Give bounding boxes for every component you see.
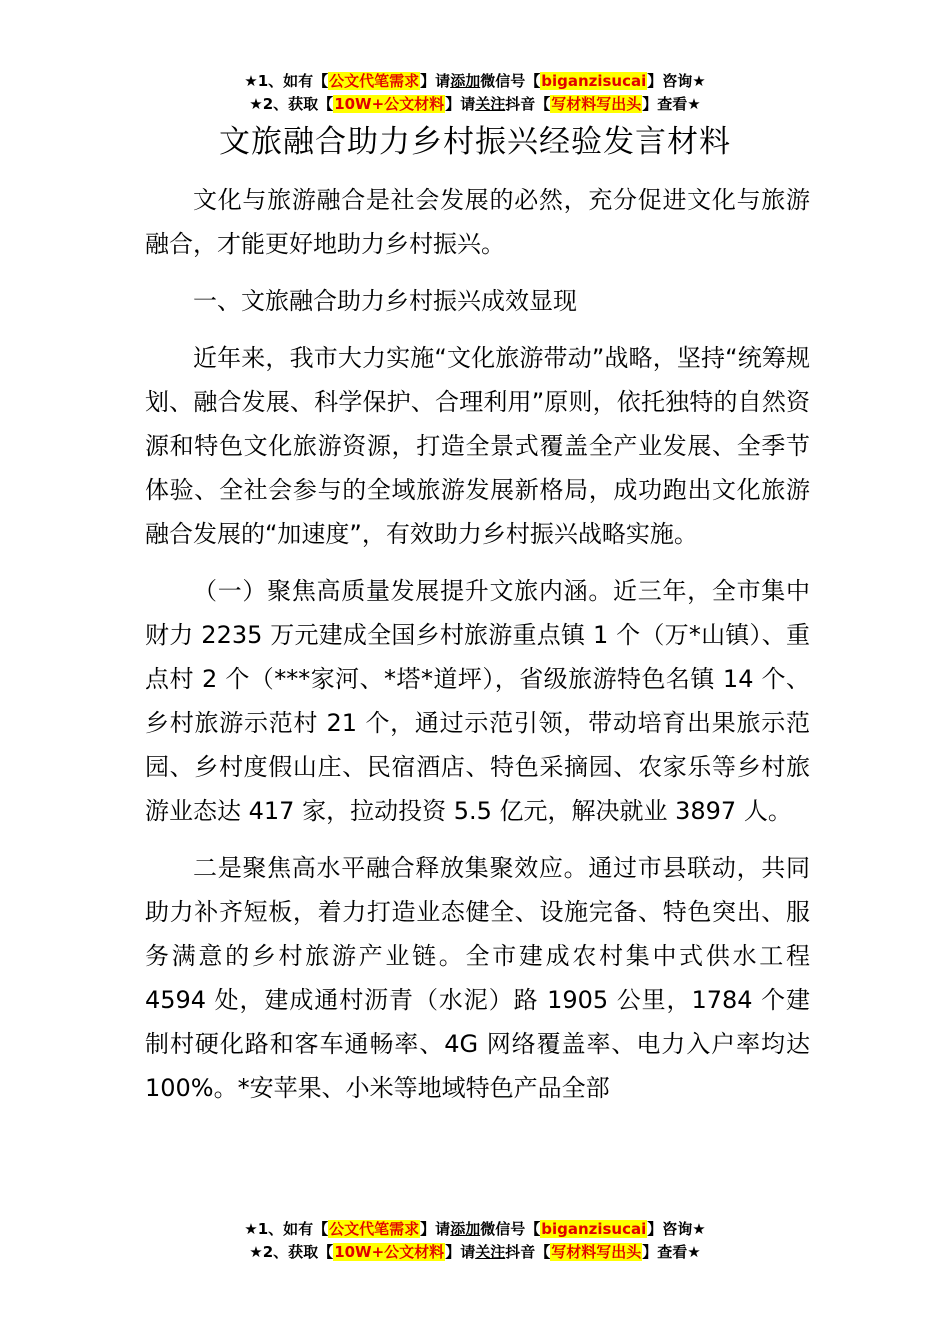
paragraph: （一）聚焦高质量发展提升文旅内涵。近三年，全市集中财力 2235 万元建成全国乡村旅游重点镇 1 个（万*山镇）、重点村 2 个（***家河、*塔*道坪），省级旅游特色名镇 14 个、乡村旅游示范村 21 个，通过示范引领，带动培育出果旅示范园、乡村度假山庄、民宿酒店、特色采摘园、农家乐等乡村旅游业态达 417 家，拉动投资 5.5 亿元，解决就业 3897 人。: [145, 577, 810, 825]
paragraph: 二是聚焦高水平融合释放集聚效应。通过市县联动，共同助力补齐短板，着力打造业态健全、设施完备、特色突出、服务满意的乡村旅游产业链。全市建成农村集中式供水工程 4594 处，建成通村沥青（水泥）路 1905 公里，1784 个建制村硬化路和客车通畅率、4G 网络覆盖率、电力入户率均达 100%。*安苹果、小米等地域特色产品全部: [145, 854, 810, 1102]
highlight-text: 公文代笔需求: [329, 72, 420, 90]
paragraph: 近年来，我市大力实施“文化旅游带动”战略，坚持“统筹规划、融合发展、科学保护、合理利用”原则，依托独特的自然资源和特色文化旅游资源，打造全景式覆盖全产业发展、全季节体验、全社会参与的全域旅游发展新格局，成功跑出文化旅游融合发展的“加速度”，有效助力乡村振兴战略实施。: [145, 344, 810, 548]
footer-banner: [0, 1218, 950, 1264]
banner-line-2: ★2、获取【10W+公文材料】请关注抖音【写材料写出头】查看★: [249, 95, 701, 113]
highlight-text: 写材料写出头: [551, 95, 642, 113]
banner-line-2: ★2、获取【10W+公文材料】请关注抖音【写材料写出头】查看★: [249, 1243, 701, 1261]
document-title: 文旅融合助力乡村振兴经验发言材料: [219, 124, 731, 160]
highlight-text: 10W+公文材料: [334, 95, 445, 113]
header-banner: [0, 70, 950, 116]
document-body: [145, 178, 810, 1123]
banner-line-1: ★1、如有【公文代笔需求】请添加微信号【biganzisucai】咨询★: [244, 1220, 706, 1238]
section-heading: 一、文旅融合助力乡村振兴成效显现: [193, 287, 577, 315]
highlight-text: 写材料写出头: [551, 1243, 642, 1261]
highlight-text: biganzisucai: [541, 1220, 647, 1238]
highlight-text: biganzisucai: [541, 72, 647, 90]
highlight-text: 10W+公文材料: [334, 1243, 445, 1261]
banner-line-1: ★1、如有【公文代笔需求】请添加微信号【biganzisucai】咨询★: [244, 72, 706, 90]
highlight-text: 公文代笔需求: [329, 1220, 420, 1238]
paragraph-intro: 文化与旅游融合是社会发展的必然，充分促进文化与旅游融合，才能更好地助力乡村振兴。: [145, 186, 810, 258]
